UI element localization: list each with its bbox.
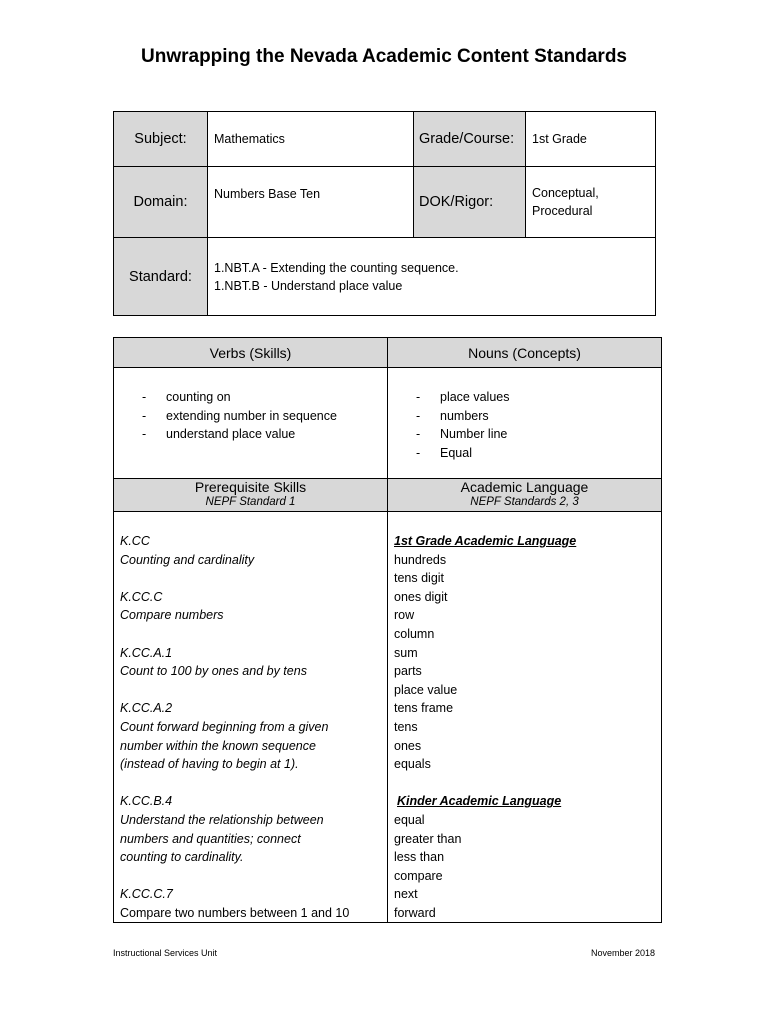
lang-header: Academic Language: [460, 479, 589, 495]
verbs-cell: [114, 368, 388, 479]
verbs-header: Verbs (Skills): [114, 338, 388, 368]
prereq-text: Compare two numbers between 1 and 10: [120, 905, 350, 920]
lang-term: ones: [394, 738, 422, 753]
lang-term: sum: [394, 645, 418, 660]
lang-term: equal: [394, 812, 425, 827]
dok-value-line: Procedural: [532, 204, 593, 218]
nouns-cell: [388, 368, 662, 479]
prereq-header: Prerequisite Skills: [194, 479, 307, 495]
prereq-code: K.CC.C.7: [120, 887, 173, 902]
grade-label: Grade/Course:: [414, 112, 526, 167]
domain-value: Numbers Base Ten: [208, 167, 414, 238]
prereq-code: K.CC.A.1: [120, 645, 173, 660]
footer-date: November 2018: [590, 948, 655, 958]
lang-term: ones digit: [394, 589, 448, 604]
skills-concepts-table: [113, 337, 662, 923]
lang-cell: [388, 512, 662, 923]
subject-value: Mathematics: [208, 112, 414, 167]
list-item: - place values: [416, 388, 661, 407]
prereq-group: [120, 885, 381, 922]
subject-label: Subject:: [114, 112, 208, 167]
page-title: Unwrapping the Nevada Academic Content Standards: [141, 46, 627, 67]
lang-term: compare: [394, 868, 443, 883]
standard-line: 1.NBT.A - Extending the counting sequence.: [214, 260, 459, 275]
lang-header-cell: [388, 479, 662, 512]
prereq-code: K.CC.B.4: [120, 794, 173, 809]
lang-term: row: [394, 608, 415, 623]
prereq-cell: [114, 512, 388, 923]
prereq-header-cell: [114, 479, 388, 512]
nouns-header: Nouns (Concepts): [388, 338, 662, 368]
dok-label: DOK/Rigor:: [414, 167, 526, 238]
lang-term: tens frame: [394, 701, 454, 716]
lang-term: tens: [394, 719, 418, 734]
prereq-group: [120, 644, 381, 681]
first-grade-language-heading: 1st Grade Academic Language: [394, 534, 577, 548]
prereq-text: (instead of having to begin at 1).: [120, 757, 299, 772]
prereq-text: Counting and cardinality: [120, 552, 255, 567]
lang-term: next: [394, 887, 418, 902]
dok-value-line: Conceptual,: [532, 186, 599, 200]
prereq-text: Count forward beginning from a given: [120, 719, 329, 734]
prereq-text: Count to 100 by ones and by tens: [120, 664, 307, 679]
domain-label: Domain:: [114, 167, 208, 238]
lang-term: column: [394, 626, 435, 641]
footer-unit: Instructional Services Unit: [113, 948, 218, 958]
prereq-group: [120, 699, 381, 773]
grade-value: 1st Grade: [526, 112, 656, 167]
lang-term: forward: [394, 905, 436, 920]
lang-term: greater than: [394, 831, 462, 846]
prereq-text: number within the known sequence: [120, 738, 316, 753]
prereq-group: [120, 588, 381, 625]
kinder-language-heading: Kinder Academic Language: [397, 794, 562, 809]
prereq-group: [120, 532, 381, 569]
list-item: - Number line: [416, 425, 661, 444]
lang-term: less than: [394, 850, 445, 865]
prereq-group: [120, 792, 381, 866]
lang-term: tens digit: [394, 571, 445, 586]
standard-value: [208, 238, 656, 316]
prereq-code: K.CC: [120, 534, 150, 548]
list-item: - Equal: [416, 444, 661, 463]
prereq-note: NEPF Standard 1: [205, 496, 296, 508]
prereq-text: counting to cardinality.: [120, 850, 244, 865]
prereq-code: K.CC.C: [120, 589, 163, 604]
dok-value: [526, 167, 656, 238]
list-item: - extending number in sequence: [142, 407, 387, 426]
lang-term: equals: [394, 757, 431, 772]
list-item: - understand place value: [142, 425, 387, 444]
nouns-list: [388, 368, 661, 462]
prereq-text: numbers and quantities; connect: [120, 831, 301, 846]
list-item: - counting on: [142, 388, 387, 407]
prereq-text: Compare numbers: [120, 608, 224, 623]
standard-line: 1.NBT.B - Understand place value: [214, 278, 403, 293]
lang-term: hundreds: [394, 552, 447, 567]
prereq-code: K.CC.A.2: [120, 701, 173, 716]
standard-label: Standard:: [114, 238, 208, 316]
lang-term: parts: [394, 664, 422, 679]
lang-note: NEPF Standards 2, 3: [470, 496, 579, 508]
lang-term: place value: [394, 682, 458, 697]
list-item: - numbers: [416, 407, 661, 426]
prereq-text: Understand the relationship between: [120, 812, 324, 827]
standard-info-table: [113, 111, 656, 316]
verbs-list: [114, 368, 387, 444]
